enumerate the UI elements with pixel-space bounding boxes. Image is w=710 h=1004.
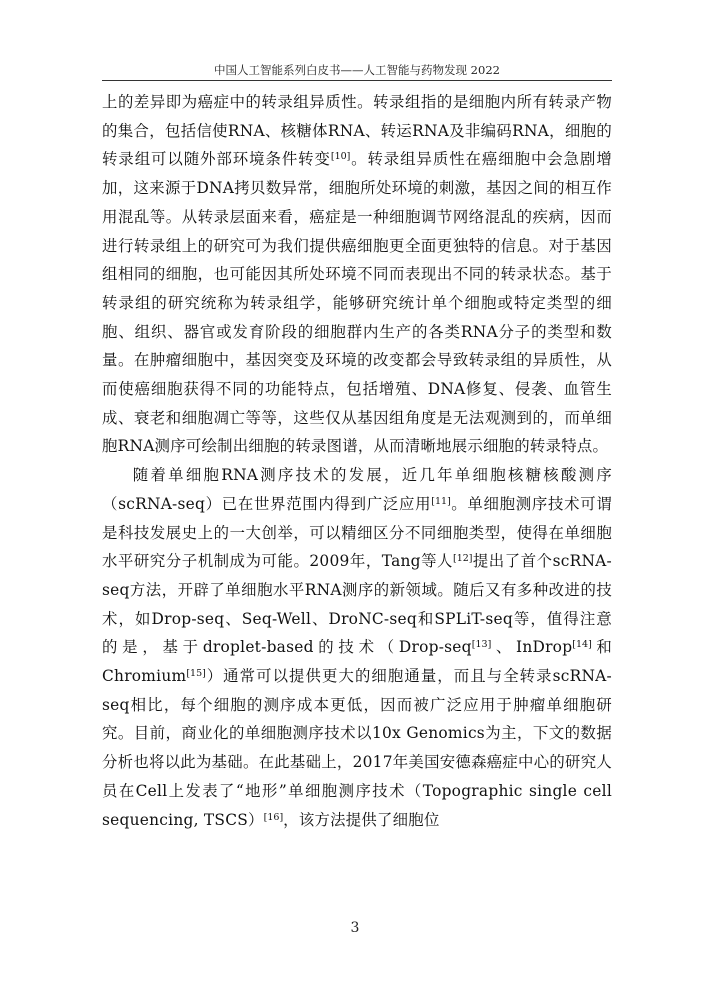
paragraph-text: ，该方法提供了细胞位 xyxy=(283,810,440,829)
paragraph-text: ）通常可以提供更大的细胞通量，而且与全转录scRNA-seq相比，每个细胞的测序成本更低，因而被广泛应用于肿瘤单细胞研究。目前，商业化的单细胞测序技术以10x Genomics为主，下文的数据分析也将以此为基础。在此基础上，2017年美国安德森癌症中心的研究人员在Cell上发表了“地形”单细胞测序技术（Topographic single cell sequencing, TSCS） xyxy=(102,667,612,829)
citation-superscript: [11] xyxy=(431,495,451,507)
paragraph-text: 提出了首个scRNA-seq方法，开辟了单细胞水平RNA测序的新领域。随后又有多种改进的技术，如Drop-seq、Seq-Well、DroNC-seq和SPLiT-seq等，值得注意的是，基于droplet-based的技术（Drop-seq xyxy=(102,552,612,657)
citation-superscript: [16] xyxy=(263,811,284,823)
paragraph-text: 。转录组异质性在癌细胞中会急剧增加，这来源于DNA拷贝数异常，细胞所处环境的刺激，基因之间的相互作用混乱等。从转录层面来看，癌症是一种细胞调节网络混乱的疾病，因而进行转录组上的研究可为我们提供癌细胞更全面更独特的信息。对于基因组相同的细胞，也可能因其所处环境不同而表现出不同的转录状态。基于转录组的研究统称为转录组学，能够研究统计单个细胞或特定类型的细胞、组织、器官或发育阶段的细胞群内生产的各类RNA分子的类型和数量。在肿瘤细胞中，基因突变及环境的改变都会导致转录组的异质性，从而使癌细胞获得不同的功能特点，包括增殖、DNA修复、侵袭、血管生成、衰老和细胞凋亡等等，这些仅从基因组角度是无法观测到的，而单细胞RNA测序可绘制出细胞的转录图谱，从而清晰地展示细胞的转录特点。 xyxy=(102,150,612,456)
paragraph-text: 上的差异即为癌症中的转录组异质性。转录组指的是细胞内所有转录产物的集合，包括信使RNA、核糖体RNA、转运RNA及非编码RNA，细胞的转录组可以随外部环境条件转变 xyxy=(102,93,612,169)
running-header: 中国人工智能系列白皮书——人工智能与药物发现 2022 xyxy=(214,63,500,77)
citation-superscript: [10] xyxy=(330,151,351,163)
header-divider xyxy=(102,80,612,81)
paragraph-text: 和Chromium xyxy=(102,638,612,686)
paragraph xyxy=(102,88,612,461)
paragraph xyxy=(102,461,612,834)
citation-superscript: [12] xyxy=(453,553,473,565)
citation-superscript: [15] xyxy=(186,667,206,679)
paragraph-text: 随着单细胞RNA测序技术的发展，近几年单细胞核糖核酸测序（scRNA-seq）已在世界范围内得到广泛应用 xyxy=(102,466,612,513)
body-text xyxy=(102,88,612,834)
citation-superscript: [14] xyxy=(572,639,592,651)
citation-superscript: [13] xyxy=(471,639,492,651)
page-number: 3 xyxy=(350,920,360,936)
paragraph-text: 、InDrop xyxy=(491,638,573,657)
paragraph-text: 。单细胞测序技术可谓是科技发展史上的一大创举，可以精细区分不同细胞类型，使得在单细胞水平研究分子机制成为可能。2009年，Tang等人 xyxy=(102,494,612,571)
